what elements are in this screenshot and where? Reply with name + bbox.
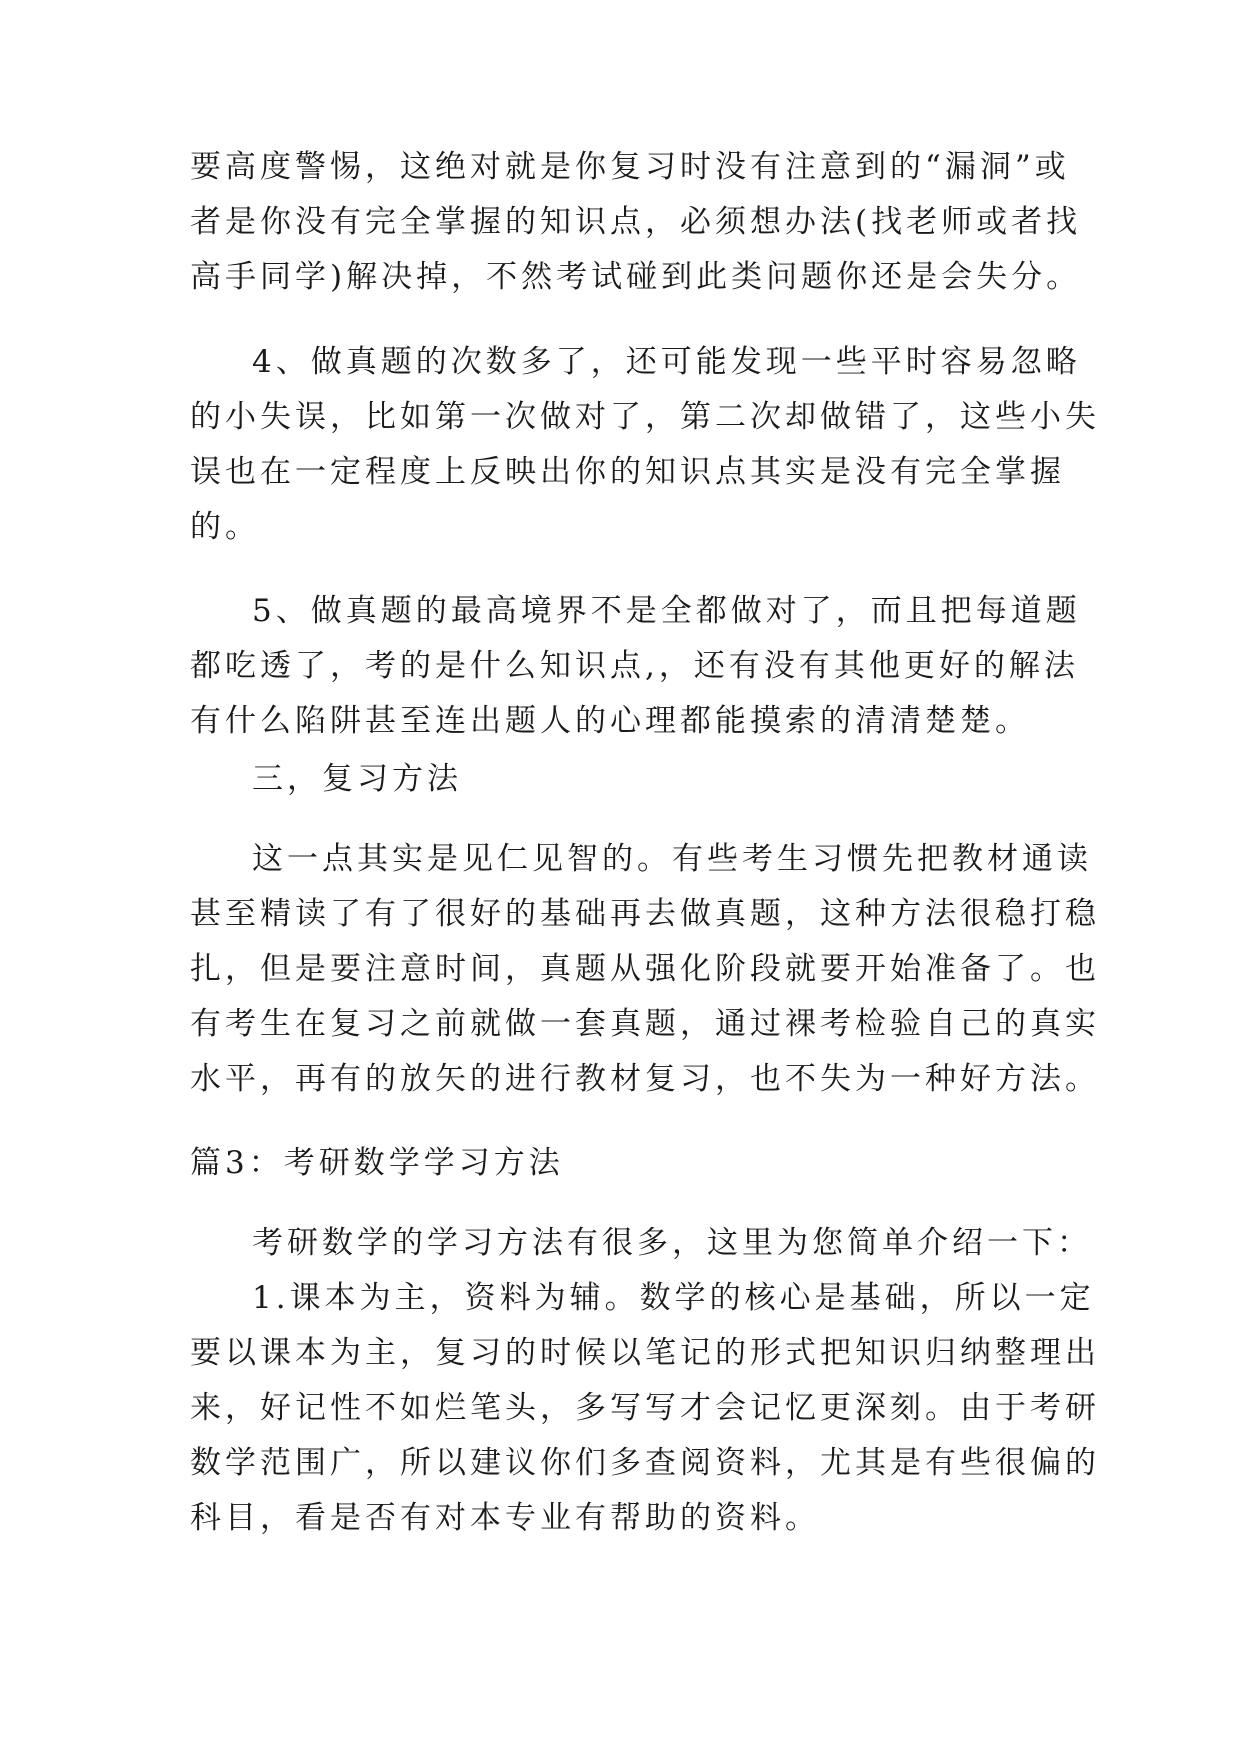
paragraph-line: 者是你没有完全掌握的知识点，必须想办法(找老师或者找 <box>190 204 1082 240</box>
paragraph-line: 误也在一定程度上反映出你的知识点其实是没有完全掌握 <box>190 454 1065 490</box>
paragraph-line: 扎，但是要注意时间，真题从强化阶段就要开始准备了。也 <box>190 951 1100 987</box>
paragraph-line: 都吃透了，考的是什么知识点,，还有没有其他更好的解法 <box>190 648 1079 684</box>
paragraph-line: 1.课本为主，资料为辅。数学的核心是基础，所以一定 <box>252 1280 1095 1316</box>
paragraph-line: 这一点其实是见仁见智的。有些考生习惯先把教材通读 <box>252 841 1092 877</box>
section-title: 篇3：考研数学学习方法 <box>190 1145 564 1181</box>
paragraph-line: 5、做真题的最高境界不是全都做对了，而且把每道题 <box>252 593 1081 629</box>
paragraph-line: 数学范围广，所以建议你们多查阅资料，尤其是有些很偏的 <box>190 1445 1100 1481</box>
paragraph-line: 的小失误，比如第一次做对了，第二次却做错了，这些小失 <box>190 399 1100 435</box>
paragraph-line: 考研数学的学习方法有很多，这里为您简单介绍一下： <box>252 1225 1092 1261</box>
paragraph-line: 甚至精读了有了很好的基础再去做真题，这种方法很稳打稳 <box>190 896 1100 932</box>
paragraph-line: 有考生在复习之前就做一套真题，通过裸考检验自己的真实 <box>190 1006 1100 1042</box>
paragraph-line: 科目，看是否有对本专业有帮助的资料。 <box>190 1500 820 1536</box>
paragraph-line: 的。 <box>190 509 260 545</box>
paragraph-line: 要以课本为主，复习的时候以笔记的形式把知识归纳整理出 <box>190 1335 1100 1371</box>
paragraph-line: 有什么陷阱甚至连出题人的心理都能摸索的清清楚楚。 <box>190 703 1030 739</box>
paragraph-line: 4、做真题的次数多了，还可能发现一些平时容易忽略 <box>252 344 1081 380</box>
paragraph-line: 来，好记性不如烂笔头，多写写才会记忆更深刻。由于考研 <box>190 1390 1100 1426</box>
section-heading: 三，复习方法 <box>252 761 462 797</box>
paragraph-line: 高手同学)解决掉，不然考试碰到此类问题你还是会失分。 <box>190 259 1082 295</box>
paragraph-line: 水平，再有的放矢的进行教材复习，也不失为一种好方法。 <box>190 1061 1100 1097</box>
paragraph-line: 要高度警惕，这绝对就是你复习时没有注意到的“漏洞”或 <box>190 149 1070 185</box>
